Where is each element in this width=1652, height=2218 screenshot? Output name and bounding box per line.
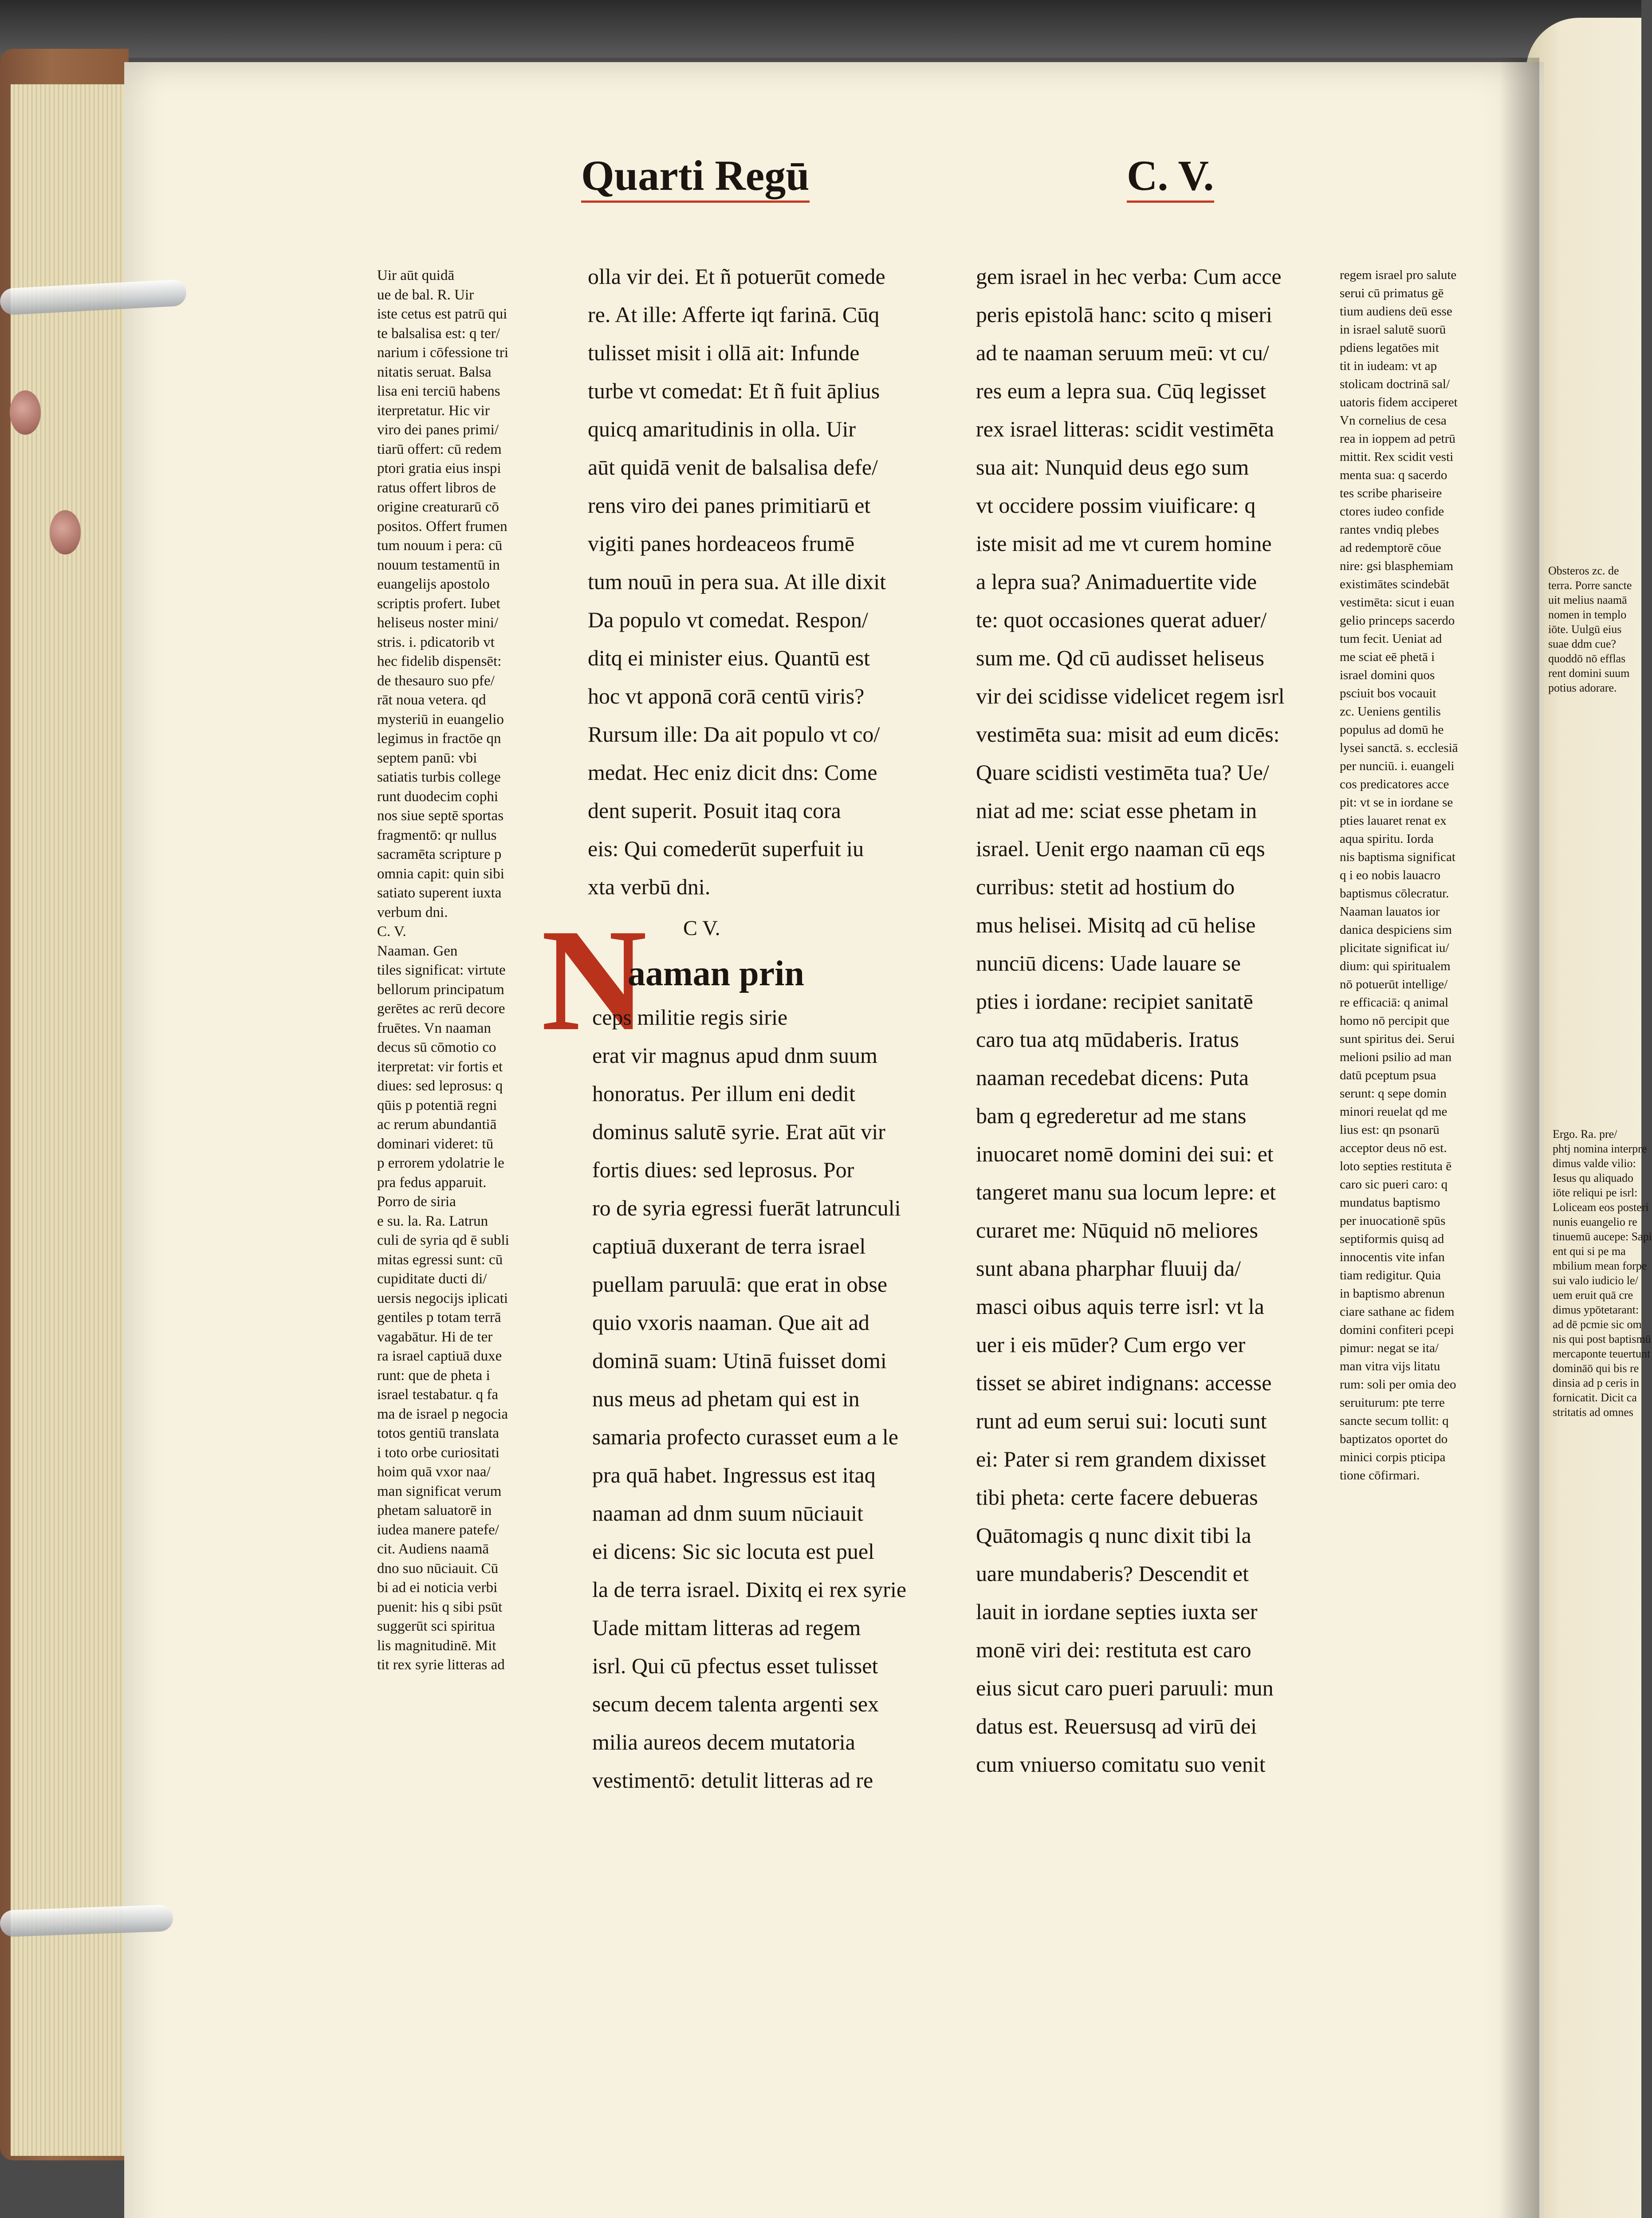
- gloss-line: sacramēta scripture p: [377, 846, 502, 862]
- gloss-line: suggerūt sci spiritua: [377, 1618, 495, 1634]
- gloss-line: bellorum principatum: [377, 981, 504, 998]
- text-line: peris epistolā hanc: scito q miseri: [976, 302, 1272, 327]
- text-line: isrl. Qui cū pfectus esset tulisset: [592, 1653, 878, 1678]
- text-line: vt occidere possim viuificare: q: [976, 493, 1256, 518]
- decorated-initial: N: [541, 899, 647, 1061]
- facing-page-gloss-two: [1553, 1127, 1652, 1420]
- column-one-bottom-text: [592, 998, 906, 1799]
- gloss-line: psciuit bos vocauit: [1340, 686, 1436, 700]
- gloss-line: stolicam doctrinā sal/: [1340, 377, 1450, 391]
- gloss-line: in baptismo abrenun: [1340, 1286, 1445, 1301]
- gloss-line: nomen in templo: [1548, 608, 1627, 621]
- gloss-line: fragmentō: qr nullus: [377, 827, 497, 843]
- gloss-line: pra fedus apparuit.: [377, 1174, 487, 1191]
- gloss-line: tiarū offert: cū redem: [377, 441, 502, 457]
- text-line: rex israel litteras: scidit vestimēta: [976, 417, 1274, 441]
- text-line: xta verbū dni.: [588, 874, 711, 899]
- gloss-line: e su. la. Ra. Latrun: [377, 1213, 488, 1229]
- gloss-line: fornicatit. Dicit ca: [1553, 1391, 1637, 1404]
- gloss-line: pit: vt se in iordane se: [1340, 795, 1453, 810]
- gloss-line: caro sic pueri caro: q: [1340, 1177, 1448, 1192]
- text-line: secum decem talenta argenti sex: [592, 1691, 879, 1716]
- gloss-line: domināō qui bis re: [1553, 1362, 1639, 1375]
- text-line: ei dicens: Sic sic locuta est puel: [592, 1539, 874, 1564]
- gloss-line: uatoris fidem acciperet: [1340, 395, 1458, 409]
- gloss-line: Ergo. Ra. pre/: [1553, 1128, 1617, 1140]
- gloss-line: ac rerum abundantiā: [377, 1117, 497, 1133]
- gloss-line: domini confiteri pcepi: [1340, 1323, 1454, 1337]
- gloss-line: tit rex syrie litteras ad: [377, 1657, 505, 1673]
- text-line: mus helisei. Misitq ad cū helise: [976, 912, 1256, 937]
- gloss-line: nos siue septē sportas: [377, 808, 504, 824]
- gloss-line: ctores iudeo confide: [1340, 504, 1444, 519]
- text-line: caro tua atq mūdaberis. Iratus: [976, 1027, 1239, 1052]
- gloss-line: euangelijs apostolo: [377, 576, 490, 592]
- gloss-line: hoim quā vxor naa/: [377, 1464, 491, 1480]
- text-line: sum me. Qd cū audisset heliseus: [976, 645, 1264, 670]
- text-line: israel. Uenit ergo naaman cū eqs: [976, 836, 1265, 861]
- gloss-line: q i eo nobis lauacro: [1340, 868, 1441, 882]
- gloss-line: omnia capit: quin sibi: [377, 865, 504, 882]
- gloss-line: tit in iudeam: vt ap: [1340, 359, 1437, 373]
- gloss-line: iudea manere patefe/: [377, 1522, 499, 1538]
- gloss-line: tinuemū aucepe: Sapi: [1553, 1230, 1652, 1243]
- gloss-line: man significat verum: [377, 1483, 502, 1499]
- gloss-line: cos predicatores acce: [1340, 777, 1449, 791]
- gloss-line: iste cetus est patrū qui: [377, 306, 507, 322]
- text-line: masci oibus aquis terre isrl: vt la: [976, 1294, 1264, 1319]
- gloss-line: suae ddm cue?: [1548, 637, 1617, 650]
- text-line: Quare scidisti vestimēta tua? Ue/: [976, 760, 1269, 785]
- gloss-line: culi de syria qd ē subli: [377, 1232, 509, 1248]
- text-line: ro de syria egressi fuerāt latrunculi: [592, 1196, 901, 1220]
- text-line: cum vniuerso comitatu suo venit: [976, 1752, 1266, 1777]
- gloss-line: heliseus noster mini/: [377, 615, 499, 631]
- gloss-line: totos gentiū translata: [377, 1425, 499, 1441]
- gloss-line: melioni psilio ad man: [1340, 1050, 1452, 1064]
- text-line: Rursum ille: Da ait populo vt co/: [588, 722, 880, 747]
- text-line: vigiti panes hordeaceos frumē: [588, 531, 855, 556]
- column-two-text: [976, 257, 1285, 1783]
- gloss-line: mitas egressi sunt: cū: [377, 1251, 503, 1268]
- gloss-line: Obsteros zc. de: [1548, 564, 1619, 577]
- text-line: sunt abana pharphar fluuij da/: [976, 1256, 1241, 1281]
- text-line: dominus salutē syrie. Erat aūt vir: [592, 1119, 885, 1144]
- gloss-line: lius est: qn psonarū: [1340, 1123, 1440, 1137]
- gloss-line: danica despiciens sim: [1340, 923, 1452, 937]
- running-head-left: Quarti Regū: [581, 151, 810, 200]
- text-line: fortis diues: sed leprosus. Por: [592, 1157, 854, 1182]
- gloss-line: nitatis seruat. Balsa: [377, 364, 492, 380]
- gloss-line: runt: que de pheta i: [377, 1367, 490, 1384]
- gloss-line: viro dei panes primi/: [377, 422, 499, 438]
- gloss-line: innocentis vite infan: [1340, 1250, 1445, 1264]
- gloss-line: pimur: negat se ita/: [1340, 1341, 1439, 1355]
- text-line: curaret me: Nūquid nō meliores: [976, 1218, 1258, 1243]
- text-line: samaria profecto curasset eum a le: [592, 1424, 898, 1449]
- text-line: eis: Qui comederūt superfuit iu: [588, 836, 864, 861]
- gloss-line: homo nō percipit que: [1340, 1014, 1450, 1028]
- gloss-line: existimātes scindebāt: [1340, 577, 1450, 591]
- gloss-line: lisa eni terciū habens: [377, 383, 500, 399]
- gloss-line: nunis euangelio re: [1553, 1215, 1637, 1228]
- text-line: ad te naaman seruum meū: vt cu/: [976, 340, 1269, 365]
- gloss-line: gentiles p totam terrā: [377, 1310, 501, 1325]
- text-line: te: quot occasiones querat aduer/: [976, 607, 1267, 632]
- gloss-line: rent domini suum: [1548, 667, 1630, 680]
- gloss-line: lis magnitudinē. Mit: [377, 1637, 496, 1654]
- gloss-line: ent qui si pe ma: [1553, 1245, 1626, 1258]
- text-line: hoc vt apponā corā centū viris?: [588, 684, 865, 708]
- text-line: ceps militie regis sirie: [592, 1005, 788, 1030]
- gloss-line: tiles significat: virtute: [377, 962, 506, 978]
- gloss-line: dimus valde vilio:: [1553, 1157, 1636, 1170]
- gloss-line: ad dē pcmie sic om: [1553, 1318, 1642, 1331]
- gloss-line: uem eruit quā cre: [1553, 1289, 1633, 1302]
- gloss-line: ra israel captiuā duxe: [377, 1348, 502, 1364]
- gloss-line: satiatis turbis college: [377, 769, 501, 785]
- gloss-line: nō potuerūt intellige/: [1340, 977, 1448, 991]
- text-line: puellam paruulā: que erat in obse: [592, 1272, 888, 1297]
- gloss-line: rea in ioppem ad petrū: [1340, 432, 1455, 446]
- gloss-line: acceptor deus nō est.: [1340, 1141, 1447, 1155]
- gloss-line: menta sua: q sacerdo: [1340, 468, 1447, 482]
- gloss-line: te balsalisa est: q ter/: [377, 325, 500, 342]
- gloss-line: cupiditate ducti di/: [377, 1271, 487, 1287]
- gloss-line: gelio princeps sacerdo: [1340, 613, 1455, 628]
- gloss-line: i toto orbe curiositati: [377, 1444, 500, 1461]
- text-line: naaman recedebat dicens: Puta: [976, 1065, 1249, 1090]
- text-line: medat. Hec eniz dicit dns: Come: [588, 760, 877, 785]
- gloss-line: nis qui post baptismū: [1553, 1333, 1651, 1345]
- gloss-line: origine creaturarū cō: [377, 499, 499, 515]
- gloss-line: man vitra vijs litatu: [1340, 1359, 1440, 1373]
- gloss-line: legimus in fractōe qn: [377, 731, 501, 747]
- gloss-line: phetam saluatorē in: [377, 1502, 492, 1518]
- gloss-line: qūis p potentiā regni: [377, 1097, 497, 1113]
- gloss-line: per nunciū. i. euangeli: [1340, 759, 1455, 773]
- gloss-line: quoddō nō efflas: [1548, 652, 1626, 665]
- gloss-line: decus sū cōmotio co: [377, 1039, 496, 1055]
- gloss-line: nire: gsi blasphemiam: [1340, 559, 1454, 573]
- gloss-line: iterpretat: vir fortis et: [377, 1058, 503, 1075]
- text-line: a lepra sua? Animaduertite vide: [976, 569, 1257, 594]
- text-line: pties i iordane: recipiet sanitatē: [976, 989, 1253, 1014]
- text-line: lauit in iordane septies iuxta ser: [976, 1599, 1258, 1624]
- gloss-line: per inuocationē spūs: [1340, 1214, 1446, 1228]
- gloss-line: ad redemptorē cōue: [1340, 541, 1441, 555]
- gloss-line: uit melius naamā: [1548, 594, 1627, 606]
- gloss-line: mysteriū in euangelio: [377, 711, 504, 728]
- gloss-line: serui cū primatus gē: [1340, 286, 1444, 300]
- text-line: captiuā duxerant de terra israel: [592, 1234, 866, 1258]
- gloss-line: sancte secum tollit: q: [1340, 1414, 1449, 1428]
- background: [0, 0, 1641, 58]
- text-line: honoratus. Per illum eni dedit: [592, 1081, 855, 1106]
- text-line: olla vir dei. Et ñ potuerūt comede: [588, 264, 885, 289]
- gloss-line: ciare sathane ac fidem: [1340, 1305, 1455, 1319]
- gloss-line: serunt: q sepe domin: [1340, 1086, 1447, 1101]
- gloss-line: mundatus baptismo: [1340, 1196, 1440, 1210]
- gloss-line: satiato superent iuxta: [377, 885, 502, 901]
- text-line: tum nouū in pera sua. At ille dixit: [588, 569, 886, 594]
- gloss-line: tiam redigitur. Quia: [1340, 1268, 1441, 1282]
- gloss-line: pdiens legatōes mit: [1340, 341, 1439, 355]
- gloss-line: de thesauro suo pfe/: [377, 672, 495, 689]
- clasp-knob-upper-icon: [10, 390, 41, 435]
- text-line: la de terra israel. Dixitq ei rex syrie: [592, 1577, 907, 1602]
- gloss-line: iōte reliqui pe isrl:: [1553, 1186, 1638, 1199]
- text-line: tibi pheta: certe facere debueras: [976, 1485, 1258, 1510]
- text-line: res eum a lepra sua. Cūq legisset: [976, 378, 1266, 403]
- gloss-line: loto septies restituta ē: [1340, 1159, 1452, 1173]
- text-line: Quātomagis q nunc dixit tibi la: [976, 1523, 1251, 1548]
- gloss-line: regem israel pro salute: [1340, 268, 1457, 282]
- left-margin-gloss: [377, 266, 509, 1675]
- text-line: nus meus ad phetam qui est in: [592, 1386, 860, 1411]
- gloss-line: minori reuelat qd me: [1340, 1105, 1447, 1119]
- gloss-line: tium audiens deū esse: [1340, 304, 1452, 319]
- text-line: gem israel in hec verba: Cum acce: [976, 264, 1282, 289]
- gloss-line: rāt noua vetera. qd: [377, 692, 486, 708]
- gloss-line: datū pceptum psua: [1340, 1068, 1436, 1082]
- text-line: quicq amaritudinis in olla. Uir: [588, 417, 856, 441]
- text-line: datus est. Reuersusq ad virū dei: [976, 1714, 1257, 1738]
- gloss-line: gerētes ac rerū decore: [377, 1001, 505, 1017]
- text-line: niat ad me: sciat esse phetam in: [976, 798, 1257, 823]
- gloss-line: verbum dni.: [377, 904, 448, 920]
- text-line: monē viri dei: restituta est caro: [976, 1637, 1251, 1662]
- text-line: turbe vt comedat: Et ñ fuit āplius: [588, 378, 880, 403]
- gloss-line: baptizatos oportet do: [1340, 1432, 1448, 1446]
- gutter-shadow: [1499, 58, 1539, 2218]
- text-line: bam q egrederetur ad me stans: [976, 1103, 1247, 1128]
- gloss-line: septiformis quisq ad: [1340, 1232, 1444, 1246]
- gloss-line: dinsia ad p ceris in: [1553, 1376, 1639, 1389]
- right-margin-gloss: [1340, 266, 1458, 1485]
- chapter-mark: C V.: [683, 916, 720, 940]
- chapter-incipit: aaman prin: [628, 954, 804, 993]
- gloss-line: stritatis ad omnes: [1553, 1406, 1633, 1419]
- gloss-line: aqua spiritu. Iorda: [1340, 832, 1434, 846]
- gloss-line: dominari videret: tū: [377, 1136, 494, 1152]
- gloss-line: sui valo iudicio le/: [1553, 1274, 1638, 1287]
- text-line: ditq ei minister eius. Quantū est: [588, 645, 870, 670]
- facing-page-gloss-one: [1548, 563, 1632, 695]
- gloss-line: Porro de siria: [377, 1194, 456, 1210]
- gloss-line: scriptis profert. Iubet: [377, 595, 500, 612]
- gloss-line: nis baptisma significat: [1340, 850, 1455, 864]
- gloss-line: israel testabatur. q fa: [377, 1387, 499, 1403]
- text-line: milia aureos decem mutatoria: [592, 1730, 855, 1754]
- gloss-line: pties lauaret renat ex: [1340, 814, 1447, 828]
- gloss-line: mittit. Rex scidit vesti: [1340, 450, 1454, 464]
- gloss-line: puenit: his q sibi psūt: [377, 1599, 503, 1615]
- gloss-line: tes scribe phariseire: [1340, 486, 1442, 500]
- gloss-line: populus ad domū he: [1340, 723, 1444, 737]
- text-line: naaman ad dnm suum nūciauit: [592, 1501, 863, 1526]
- text-line: inuocaret nomē domini dei sui: et: [976, 1141, 1274, 1166]
- gloss-line: ratus offert libros de: [377, 480, 496, 496]
- gloss-line: fruētes. Vn naaman: [377, 1020, 491, 1036]
- gloss-line: seruiturum: pte terre: [1340, 1396, 1445, 1410]
- gloss-line: in israel salutē suorū: [1340, 322, 1446, 337]
- gloss-line: runt duodecim cophi: [377, 788, 499, 805]
- gloss-line: bi ad ei noticia verbi: [377, 1580, 498, 1596]
- text-line: sua ait: Nunquid deus ego sum: [976, 455, 1249, 480]
- gloss-line: zc. Ueniens gentilis: [1340, 704, 1441, 719]
- running-head-right: C. V.: [1127, 151, 1214, 200]
- gloss-line: sunt spiritus dei. Serui: [1340, 1032, 1455, 1046]
- gloss-line: mbilium mean forpe: [1553, 1259, 1647, 1272]
- gloss-line: vestimēta: sicut i euan: [1340, 595, 1455, 610]
- gloss-line: Uir aūt quidā: [377, 267, 455, 283]
- gloss-line: vagabātur. Hi de ter: [377, 1329, 493, 1345]
- gloss-line: rantes vndiq plebes: [1340, 523, 1439, 537]
- gloss-line: me sciat eē phetā i: [1340, 650, 1435, 664]
- gloss-line: terra. Porre sancte: [1548, 579, 1632, 592]
- gloss-line: stris. i. pdicatorib vt: [377, 634, 495, 650]
- gloss-line: Iesus qu aliquado: [1553, 1172, 1633, 1184]
- text-line: aūt quidā venit de balsalisa defe/: [588, 455, 878, 480]
- gloss-line: dimus ypōtetarant:: [1553, 1303, 1639, 1316]
- gloss-line: potius adorare.: [1548, 681, 1617, 694]
- text-line: vestimēta sua: misit ad eum dicēs:: [976, 722, 1280, 747]
- text-line: uare mundaberis? Descendit et: [976, 1561, 1249, 1586]
- column-one-top-text: [588, 257, 886, 906]
- gloss-line: iōte. Uulgū eius: [1548, 623, 1622, 636]
- gloss-line: Naaman lauatos ior: [1340, 905, 1440, 919]
- text-line: vir dei scidisse videlicet regem isrl: [976, 684, 1285, 708]
- gloss-line: ue de bal. R. Uir: [377, 287, 474, 303]
- gloss-line: positos. Offert frumen: [377, 518, 507, 535]
- text-line: quio vxoris naaman. Que ait ad: [592, 1310, 869, 1335]
- clasp-knob-lower-icon: [50, 510, 81, 554]
- gloss-line: narium i cōfessione tri: [377, 345, 509, 361]
- text-line: uer i eis mūder? Cum ergo ver: [976, 1332, 1246, 1357]
- text-line: tangeret manu sua locum lepre: et: [976, 1180, 1276, 1204]
- gloss-line: diues: sed leprosus: q: [377, 1078, 503, 1094]
- text-line: Da populo vt comedat. Respon/: [588, 607, 868, 632]
- text-line: nunciū dicens: Uade lauare se: [976, 951, 1241, 975]
- text-line: curribus: stetit ad hostium do: [976, 874, 1235, 899]
- gloss-line: Naaman. Gen: [377, 943, 458, 959]
- gloss-line: rum: soli per omia deo: [1340, 1377, 1456, 1392]
- text-line: tisset se abiret indignans: accesse: [976, 1370, 1272, 1395]
- text-line: vestimentō: detulit litteras ad re: [592, 1768, 873, 1793]
- text-line: re. At ille: Afferte iqt farinā. Cūq: [588, 302, 880, 327]
- gloss-line: tione cōfirmari.: [1340, 1468, 1420, 1483]
- gloss-line: cit. Audiens naamā: [377, 1541, 489, 1557]
- gloss-line: ptori gratia eius inspi: [377, 460, 501, 476]
- text-line: runt ad eum serui sui: locuti sunt: [976, 1408, 1267, 1433]
- gloss-line: israel domini quos: [1340, 668, 1435, 682]
- gloss-line: Vn cornelius de cesa: [1340, 413, 1447, 428]
- gloss-line: hec fidelib dispensēt:: [377, 653, 502, 669]
- text-line: iste misit ad me vt curem homine: [976, 531, 1272, 556]
- gloss-line: iterpretatur. Hic vir: [377, 402, 490, 419]
- gloss-line: minici corpis pticipa: [1340, 1450, 1446, 1464]
- text-line: tulisset misit i ollā ait: Infunde: [588, 340, 860, 365]
- gloss-line: dium: qui spiritualem: [1340, 959, 1451, 973]
- gloss-line: phtj nomina interpre: [1553, 1142, 1647, 1155]
- text-line: eius sicut caro pueri paruuli: mun: [976, 1675, 1274, 1700]
- gloss-line: baptismus cōlecratur.: [1340, 886, 1449, 901]
- gloss-line: dno suo nūciauit. Cū: [377, 1560, 499, 1577]
- gloss-line: C. V.: [377, 924, 406, 940]
- text-line: dominā suam: Utinā fuisset domi: [592, 1348, 887, 1373]
- gloss-line: nouum testamentū in: [377, 557, 500, 573]
- text-line: pra quā habet. Ingressus est itaq: [592, 1463, 876, 1487]
- gloss-line: ma de israel p negocia: [377, 1406, 508, 1422]
- gloss-line: p errorem ydolatrie le: [377, 1155, 504, 1171]
- text-line: erat vir magnus apud dnm suum: [592, 1043, 877, 1068]
- gloss-line: mercaponte teuertunt: [1553, 1347, 1651, 1360]
- text-line: ei: Pater si rem grandem dixisset: [976, 1447, 1267, 1471]
- text-line: dent superit. Posuit itaq cora: [588, 798, 841, 823]
- gloss-line: septem panū: vbi: [377, 750, 477, 766]
- text-line: rens viro dei panes primitiarū et: [588, 493, 871, 518]
- gloss-line: Loliceam eos posteri: [1553, 1201, 1649, 1214]
- gloss-line: lysei sanctā. s. ecclesiā: [1340, 741, 1458, 755]
- gloss-line: re efficaciā: q animal: [1340, 995, 1449, 1010]
- gloss-line: uersis negocijs iplicati: [377, 1290, 508, 1306]
- gloss-line: tum nouum i pera: cū: [377, 538, 503, 554]
- text-line: Uade mittam litteras ad regem: [592, 1615, 861, 1640]
- gloss-line: tum fecit. Ueniat ad: [1340, 632, 1442, 646]
- gloss-line: plicitate significat iu/: [1340, 941, 1449, 955]
